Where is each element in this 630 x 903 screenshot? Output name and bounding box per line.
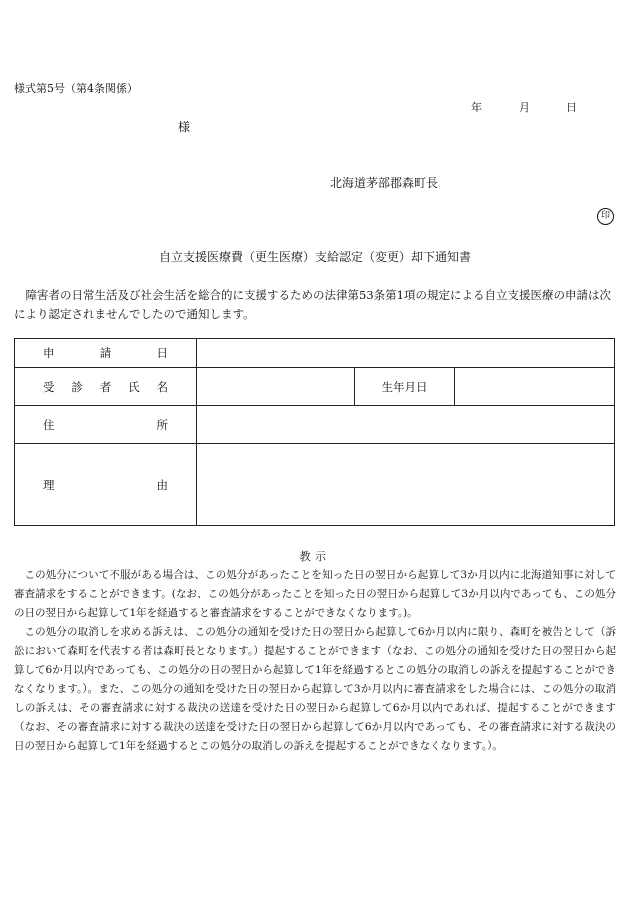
reason-field[interactable] bbox=[197, 444, 615, 526]
application-date-field[interactable] bbox=[197, 339, 615, 368]
row-patient bbox=[15, 368, 615, 406]
address-label-cell bbox=[15, 406, 197, 444]
reason-label bbox=[15, 477, 196, 493]
label-char: 氏 bbox=[128, 379, 140, 394]
label-char: 申 bbox=[43, 346, 55, 360]
label-char: 住 bbox=[43, 417, 55, 432]
reason-label-cell bbox=[15, 444, 197, 526]
row-application-date bbox=[15, 339, 615, 368]
birth-date-label: 生年月日 bbox=[355, 368, 455, 406]
label-char: 者 bbox=[99, 379, 112, 394]
date-month-label: 月 bbox=[519, 101, 530, 114]
notice-body bbox=[14, 566, 616, 756]
notice-paragraph: この処分の取消しを求める訴えは、この処分の通知を受けた日の翌日から起算して6か月以内に限り、森町を被告として（訴訟において森町を代表する者は森町長となります。）提起することができます（なお、この処分の通知を受けた日の翌日から起算して6か月以内であっても、この処分の日の翌日から起算して1年を経過するとこの処分の取消しの訴えを提起することができなくなります。）。また、この処分の通知を受けた日の翌日から起算して3か月以内に審査請求をした場合には、この処分の取消しの訴えは、その審査請求に対する裁決の送達を受けた日の翌日から起算して6か月以内であれば、提起することができます（なお、その審査請求に対する裁決の送達を受けた日の翌日から起算して6か月以内であっても、その審査請求に対する裁決の日の翌日から起算して1年を経過するとこの処分の取消しの訴えを提起することができなくなります。）。 bbox=[14, 626, 616, 752]
application-table bbox=[14, 338, 615, 526]
application-date-label bbox=[15, 345, 196, 361]
row-address bbox=[15, 406, 615, 444]
intro-paragraph: 障害者の日常生活及び社会生活を総合的に支援するための法律第53条第1項の規定による自立支援医療の申請は次により認定されませんでしたので通知します。 bbox=[14, 288, 611, 321]
label-char: 診 bbox=[71, 379, 83, 394]
date-year-label: 年 bbox=[471, 101, 482, 114]
address-field[interactable] bbox=[197, 406, 615, 444]
seal-mark: 印 bbox=[597, 208, 614, 225]
birth-date-field[interactable] bbox=[455, 368, 615, 406]
date-day-label: 日 bbox=[566, 101, 577, 114]
address-label bbox=[15, 417, 196, 433]
label-char: 名 bbox=[156, 379, 168, 394]
addressee-honorific: 様 bbox=[178, 120, 191, 134]
label-char: 受 bbox=[43, 379, 55, 394]
patient-name-field[interactable] bbox=[197, 368, 355, 406]
label-char: 日 bbox=[156, 346, 168, 360]
patient-name-label bbox=[15, 379, 196, 395]
form-number: 様式第5号（第4条関係） bbox=[14, 82, 138, 95]
notice-heading: 教示 bbox=[299, 550, 331, 563]
patient-name-label-cell bbox=[15, 368, 197, 406]
label-char: 理 bbox=[43, 477, 55, 492]
label-char: 由 bbox=[156, 477, 168, 492]
application-date-label-cell bbox=[15, 339, 197, 368]
label-char: 所 bbox=[156, 417, 168, 432]
row-reason bbox=[15, 444, 615, 526]
notice-paragraph: この処分について不服がある場合は、この処分があったことを知った日の翌日から起算して3か月以内に北海道知事に対して審査請求をすることができます。(なお、この処分があったことを知った日の翌日から起算して3か月以内であっても、この処分の日の翌日から起算して1年を経過すると審査請求をすることができなくなります。)。 bbox=[14, 569, 616, 619]
issuer-name: 北海道茅部郡森町長 bbox=[330, 176, 439, 190]
label-char: 請 bbox=[99, 346, 112, 360]
document-title: 自立支援医療費（更生医療）支給認定（変更）却下通知書 bbox=[158, 250, 471, 264]
